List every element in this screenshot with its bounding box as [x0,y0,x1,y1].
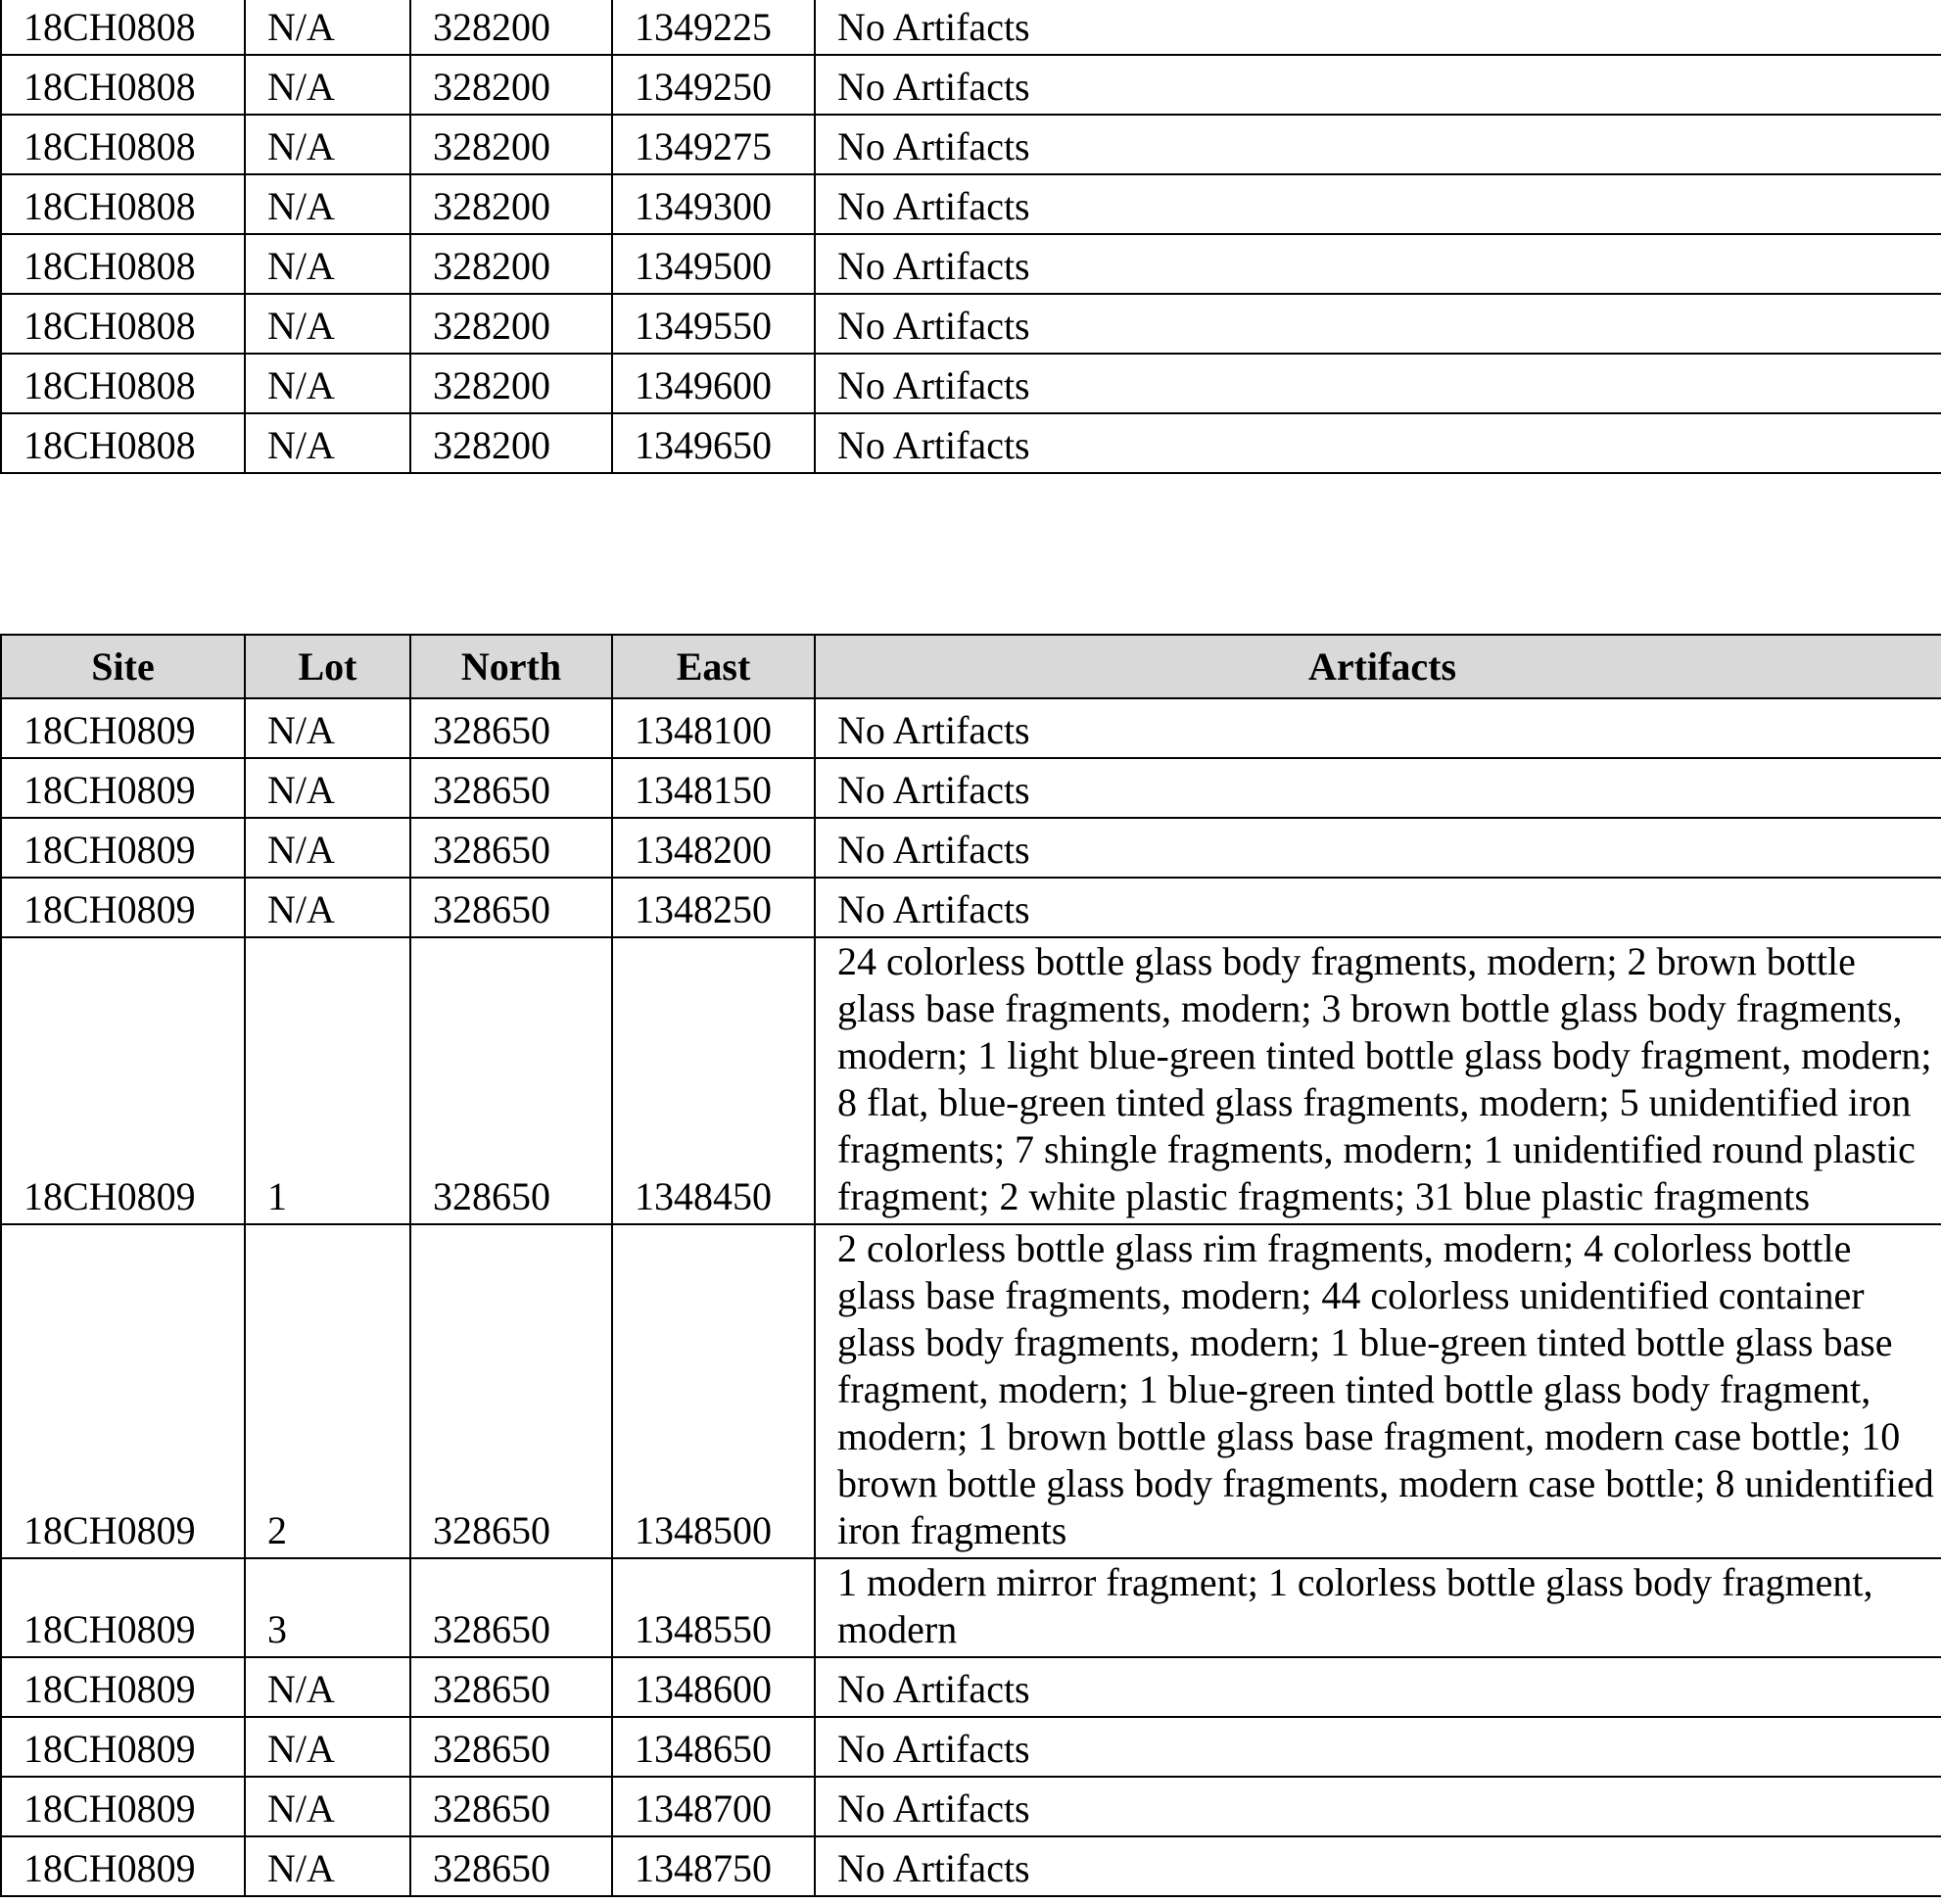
table-body [1,0,1941,473]
artifacts-cell: No Artifacts [815,1777,1941,1836]
artifacts-cell: No Artifacts [815,354,1941,413]
lot-cell: N/A [245,758,410,818]
table-row [1,174,1941,234]
column-header-site: Site [1,635,245,698]
north-cell: 328650 [410,1717,612,1777]
north-cell: 328200 [410,0,612,55]
north-cell: 328650 [410,698,612,758]
table-row [1,1777,1941,1836]
artifact-table-18ch0808 [0,0,1941,474]
north-cell: 328200 [410,55,612,115]
column-header-artifacts: Artifacts [815,635,1941,698]
table-row [1,354,1941,413]
east-cell: 1348200 [612,818,815,878]
artifacts-cell: No Artifacts [815,1717,1941,1777]
table-row [1,294,1941,354]
site-cell: 18CH0808 [1,0,245,55]
table-row [1,937,1941,1224]
site-cell: 18CH0809 [1,1717,245,1777]
north-cell: 328650 [410,1777,612,1836]
north-cell: 328650 [410,1657,612,1717]
lot-cell: N/A [245,818,410,878]
lot-cell: N/A [245,1836,410,1896]
east-cell: 1349300 [612,174,815,234]
table-row [1,1657,1941,1717]
artifact-table-18ch0809 [0,634,1941,1897]
east-cell: 1348600 [612,1657,815,1717]
site-cell: 18CH0808 [1,115,245,174]
lot-cell: N/A [245,1657,410,1717]
east-cell: 1348450 [612,937,815,1224]
north-cell: 328200 [410,294,612,354]
column-header-lot: Lot [245,635,410,698]
lot-cell: N/A [245,413,410,473]
table-row [1,1836,1941,1896]
lot-cell: N/A [245,1717,410,1777]
column-header-east: East [612,635,815,698]
lot-cell: 1 [245,937,410,1224]
north-cell: 328650 [410,758,612,818]
lot-cell: N/A [245,1777,410,1836]
artifacts-cell: No Artifacts [815,1657,1941,1717]
site-cell: 18CH0809 [1,698,245,758]
lot-cell: N/A [245,234,410,294]
artifacts-cell: No Artifacts [815,413,1941,473]
site-cell: 18CH0809 [1,1657,245,1717]
site-cell: 18CH0809 [1,1777,245,1836]
site-cell: 18CH0808 [1,55,245,115]
north-cell: 328200 [410,234,612,294]
site-cell: 18CH0808 [1,413,245,473]
north-cell: 328200 [410,115,612,174]
table-row [1,878,1941,937]
east-cell: 1349225 [612,0,815,55]
table-header [1,635,1941,698]
north-cell: 328650 [410,818,612,878]
artifacts-cell: No Artifacts [815,758,1941,818]
table-row [1,818,1941,878]
site-cell: 18CH0809 [1,758,245,818]
lot-cell: N/A [245,878,410,937]
east-cell: 1348550 [612,1558,815,1657]
site-cell: 18CH0809 [1,1224,245,1558]
east-cell: 1348700 [612,1777,815,1836]
east-cell: 1348650 [612,1717,815,1777]
north-cell: 328650 [410,1558,612,1657]
artifacts-cell: No Artifacts [815,1836,1941,1896]
artifacts-cell: No Artifacts [815,818,1941,878]
site-cell: 18CH0809 [1,878,245,937]
lot-cell: N/A [245,174,410,234]
north-cell: 328650 [410,1836,612,1896]
site-cell: 18CH0809 [1,818,245,878]
table-body [1,698,1941,1896]
east-cell: 1349600 [612,354,815,413]
artifacts-cell: No Artifacts [815,0,1941,55]
lot-cell: N/A [245,698,410,758]
north-cell: 328200 [410,174,612,234]
column-header-north: North [410,635,612,698]
lot-cell: N/A [245,0,410,55]
east-cell: 1349550 [612,294,815,354]
table-row [1,0,1941,55]
north-cell: 328650 [410,1224,612,1558]
east-cell: 1349250 [612,55,815,115]
north-cell: 328200 [410,413,612,473]
east-cell: 1348500 [612,1224,815,1558]
site-cell: 18CH0809 [1,937,245,1224]
lot-cell: N/A [245,115,410,174]
table-row [1,1224,1941,1558]
table-row [1,758,1941,818]
north-cell: 328200 [410,354,612,413]
table-row [1,1717,1941,1777]
site-cell: 18CH0808 [1,174,245,234]
artifacts-cell: No Artifacts [815,294,1941,354]
lot-cell: N/A [245,354,410,413]
artifacts-cell: 24 colorless bottle glass body fragments, modern; 2 brown bottle glass base fragments, modern; 3 brown bottle glass body fragments, modern; 1 light blue-green tinted bottle glass body fragment, modern; 8 flat, blue-green tinted glass fragments, modern; 5 unidentified iron fragments; 7 shingle fragments, modern; 1 unidentified round plastic fragment; 2 white plastic fragments; 31 blue plastic fragments [815,937,1941,1224]
table-row [1,698,1941,758]
east-cell: 1348750 [612,1836,815,1896]
east-cell: 1349500 [612,234,815,294]
artifacts-cell: No Artifacts [815,234,1941,294]
artifacts-cell: No Artifacts [815,55,1941,115]
site-cell: 18CH0808 [1,294,245,354]
artifacts-cell: No Artifacts [815,878,1941,937]
site-cell: 18CH0809 [1,1836,245,1896]
table-row [1,115,1941,174]
artifacts-cell: 1 modern mirror fragment; 1 colorless bottle glass body fragment, modern [815,1558,1941,1657]
artifacts-cell: No Artifacts [815,698,1941,758]
artifacts-cell: No Artifacts [815,115,1941,174]
north-cell: 328650 [410,878,612,937]
lot-cell: N/A [245,55,410,115]
lot-cell: 2 [245,1224,410,1558]
lot-cell: 3 [245,1558,410,1657]
table-row [1,1558,1941,1657]
lot-cell: N/A [245,294,410,354]
east-cell: 1348150 [612,758,815,818]
site-cell: 18CH0809 [1,1558,245,1657]
table-row [1,55,1941,115]
table-row [1,413,1941,473]
site-cell: 18CH0808 [1,234,245,294]
east-cell: 1348250 [612,878,815,937]
table-row [1,234,1941,294]
artifacts-cell: 2 colorless bottle glass rim fragments, modern; 4 colorless bottle glass base fragments, modern; 44 colorless unidentified container glass body fragments, modern; 1 blue-green tinted bottle glass base fragment, modern; 1 blue-green tinted bottle glass body fragment, modern; 1 brown bottle glass base fragment, modern case bottle; 10 brown bottle glass body fragments, modern case bottle; 8 unidentified iron fragments [815,1224,1941,1558]
north-cell: 328650 [410,937,612,1224]
east-cell: 1348100 [612,698,815,758]
site-cell: 18CH0808 [1,354,245,413]
artifacts-cell: No Artifacts [815,174,1941,234]
east-cell: 1349275 [612,115,815,174]
east-cell: 1349650 [612,413,815,473]
